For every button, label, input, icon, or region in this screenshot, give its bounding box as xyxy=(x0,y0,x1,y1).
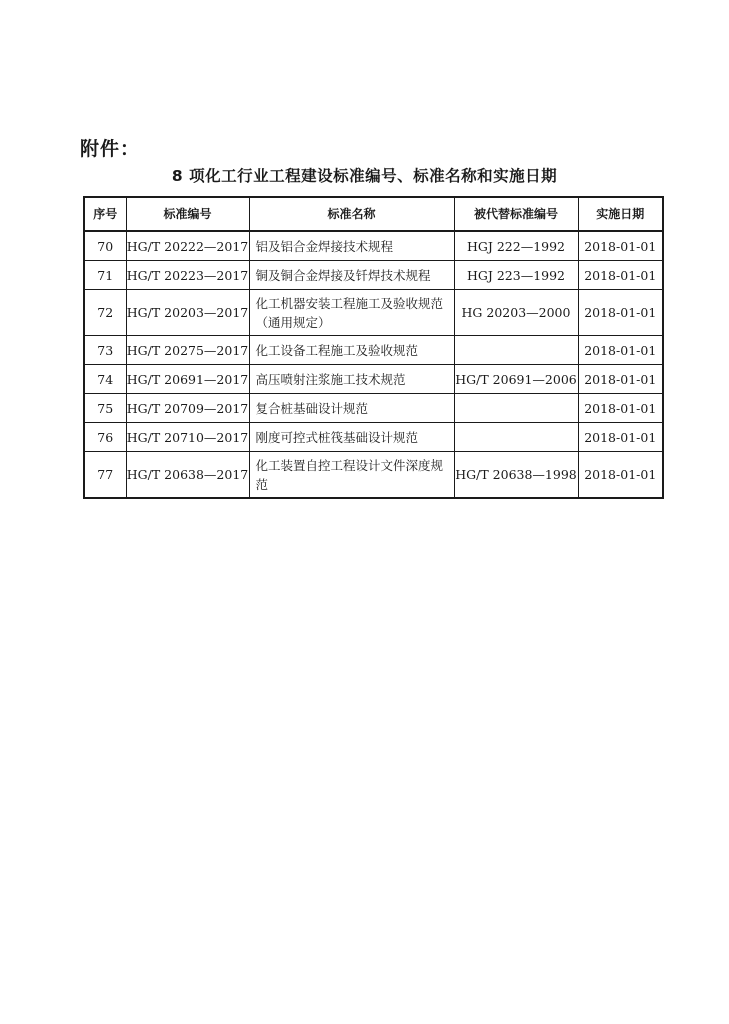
cell-code: HG/T 20203—2017 xyxy=(126,290,249,336)
cell-seq: 72 xyxy=(84,290,126,336)
table-row xyxy=(84,261,663,290)
cell-name: 刚度可控式桩筏基础设计规范 xyxy=(249,423,454,452)
cell-name: 化工机器安装工程施工及验收规范（通用规定） xyxy=(249,290,454,336)
table-row xyxy=(84,423,663,452)
cell-date: 2018-01-01 xyxy=(578,336,663,365)
header-date: 实施日期 xyxy=(578,197,663,231)
cell-seq: 73 xyxy=(84,336,126,365)
table-row xyxy=(84,452,663,499)
cell-code: HG/T 20638—2017 xyxy=(126,452,249,499)
cell-date: 2018-01-01 xyxy=(578,452,663,499)
cell-code: HG/T 20222—2017 xyxy=(126,231,249,261)
cell-replaced: HG/T 20691—2006 xyxy=(454,365,578,394)
table-row xyxy=(84,394,663,423)
cell-seq: 76 xyxy=(84,423,126,452)
cell-date: 2018-01-01 xyxy=(578,394,663,423)
table-row xyxy=(84,290,663,336)
header-code: 标准编号 xyxy=(126,197,249,231)
standards-table xyxy=(83,196,664,499)
header-replaced: 被代替标准编号 xyxy=(454,197,578,231)
cell-replaced xyxy=(454,423,578,452)
header-seq: 序号 xyxy=(84,197,126,231)
cell-replaced xyxy=(454,336,578,365)
cell-seq: 70 xyxy=(84,231,126,261)
table-row xyxy=(84,231,663,261)
cell-code: HG/T 20275—2017 xyxy=(126,336,249,365)
cell-name: 高压喷射注浆施工技术规范 xyxy=(249,365,454,394)
cell-seq: 71 xyxy=(84,261,126,290)
cell-date: 2018-01-01 xyxy=(578,290,663,336)
cell-name: 复合桩基础设计规范 xyxy=(249,394,454,423)
cell-code: HG/T 20223—2017 xyxy=(126,261,249,290)
cell-seq: 74 xyxy=(84,365,126,394)
cell-code: HG/T 20691—2017 xyxy=(126,365,249,394)
cell-date: 2018-01-01 xyxy=(578,365,663,394)
cell-code: HG/T 20709—2017 xyxy=(126,394,249,423)
table-row xyxy=(84,365,663,394)
cell-replaced: HGJ 222—1992 xyxy=(454,231,578,261)
cell-date: 2018-01-01 xyxy=(578,231,663,261)
cell-replaced: HG/T 20638—1998 xyxy=(454,452,578,499)
document-title: 8 项化工行业工程建设标准编号、标准名称和实施日期 xyxy=(171,167,558,185)
cell-name: 铝及铝合金焊接技术规程 xyxy=(249,231,454,261)
cell-name: 化工装置自控工程设计文件深度规范 xyxy=(249,452,454,499)
cell-date: 2018-01-01 xyxy=(578,261,663,290)
cell-seq: 75 xyxy=(84,394,126,423)
table-header-row xyxy=(84,197,663,231)
cell-name: 化工设备工程施工及验收规范 xyxy=(249,336,454,365)
cell-replaced: HG 20203—2000 xyxy=(454,290,578,336)
cell-date: 2018-01-01 xyxy=(578,423,663,452)
attachment-label: 附件： xyxy=(80,138,141,160)
cell-code: HG/T 20710—2017 xyxy=(126,423,249,452)
cell-replaced xyxy=(454,394,578,423)
cell-replaced: HGJ 223—1992 xyxy=(454,261,578,290)
cell-seq: 77 xyxy=(84,452,126,499)
header-name: 标准名称 xyxy=(249,197,454,231)
table-row xyxy=(84,336,663,365)
cell-name: 铜及铜合金焊接及钎焊技术规程 xyxy=(249,261,454,290)
